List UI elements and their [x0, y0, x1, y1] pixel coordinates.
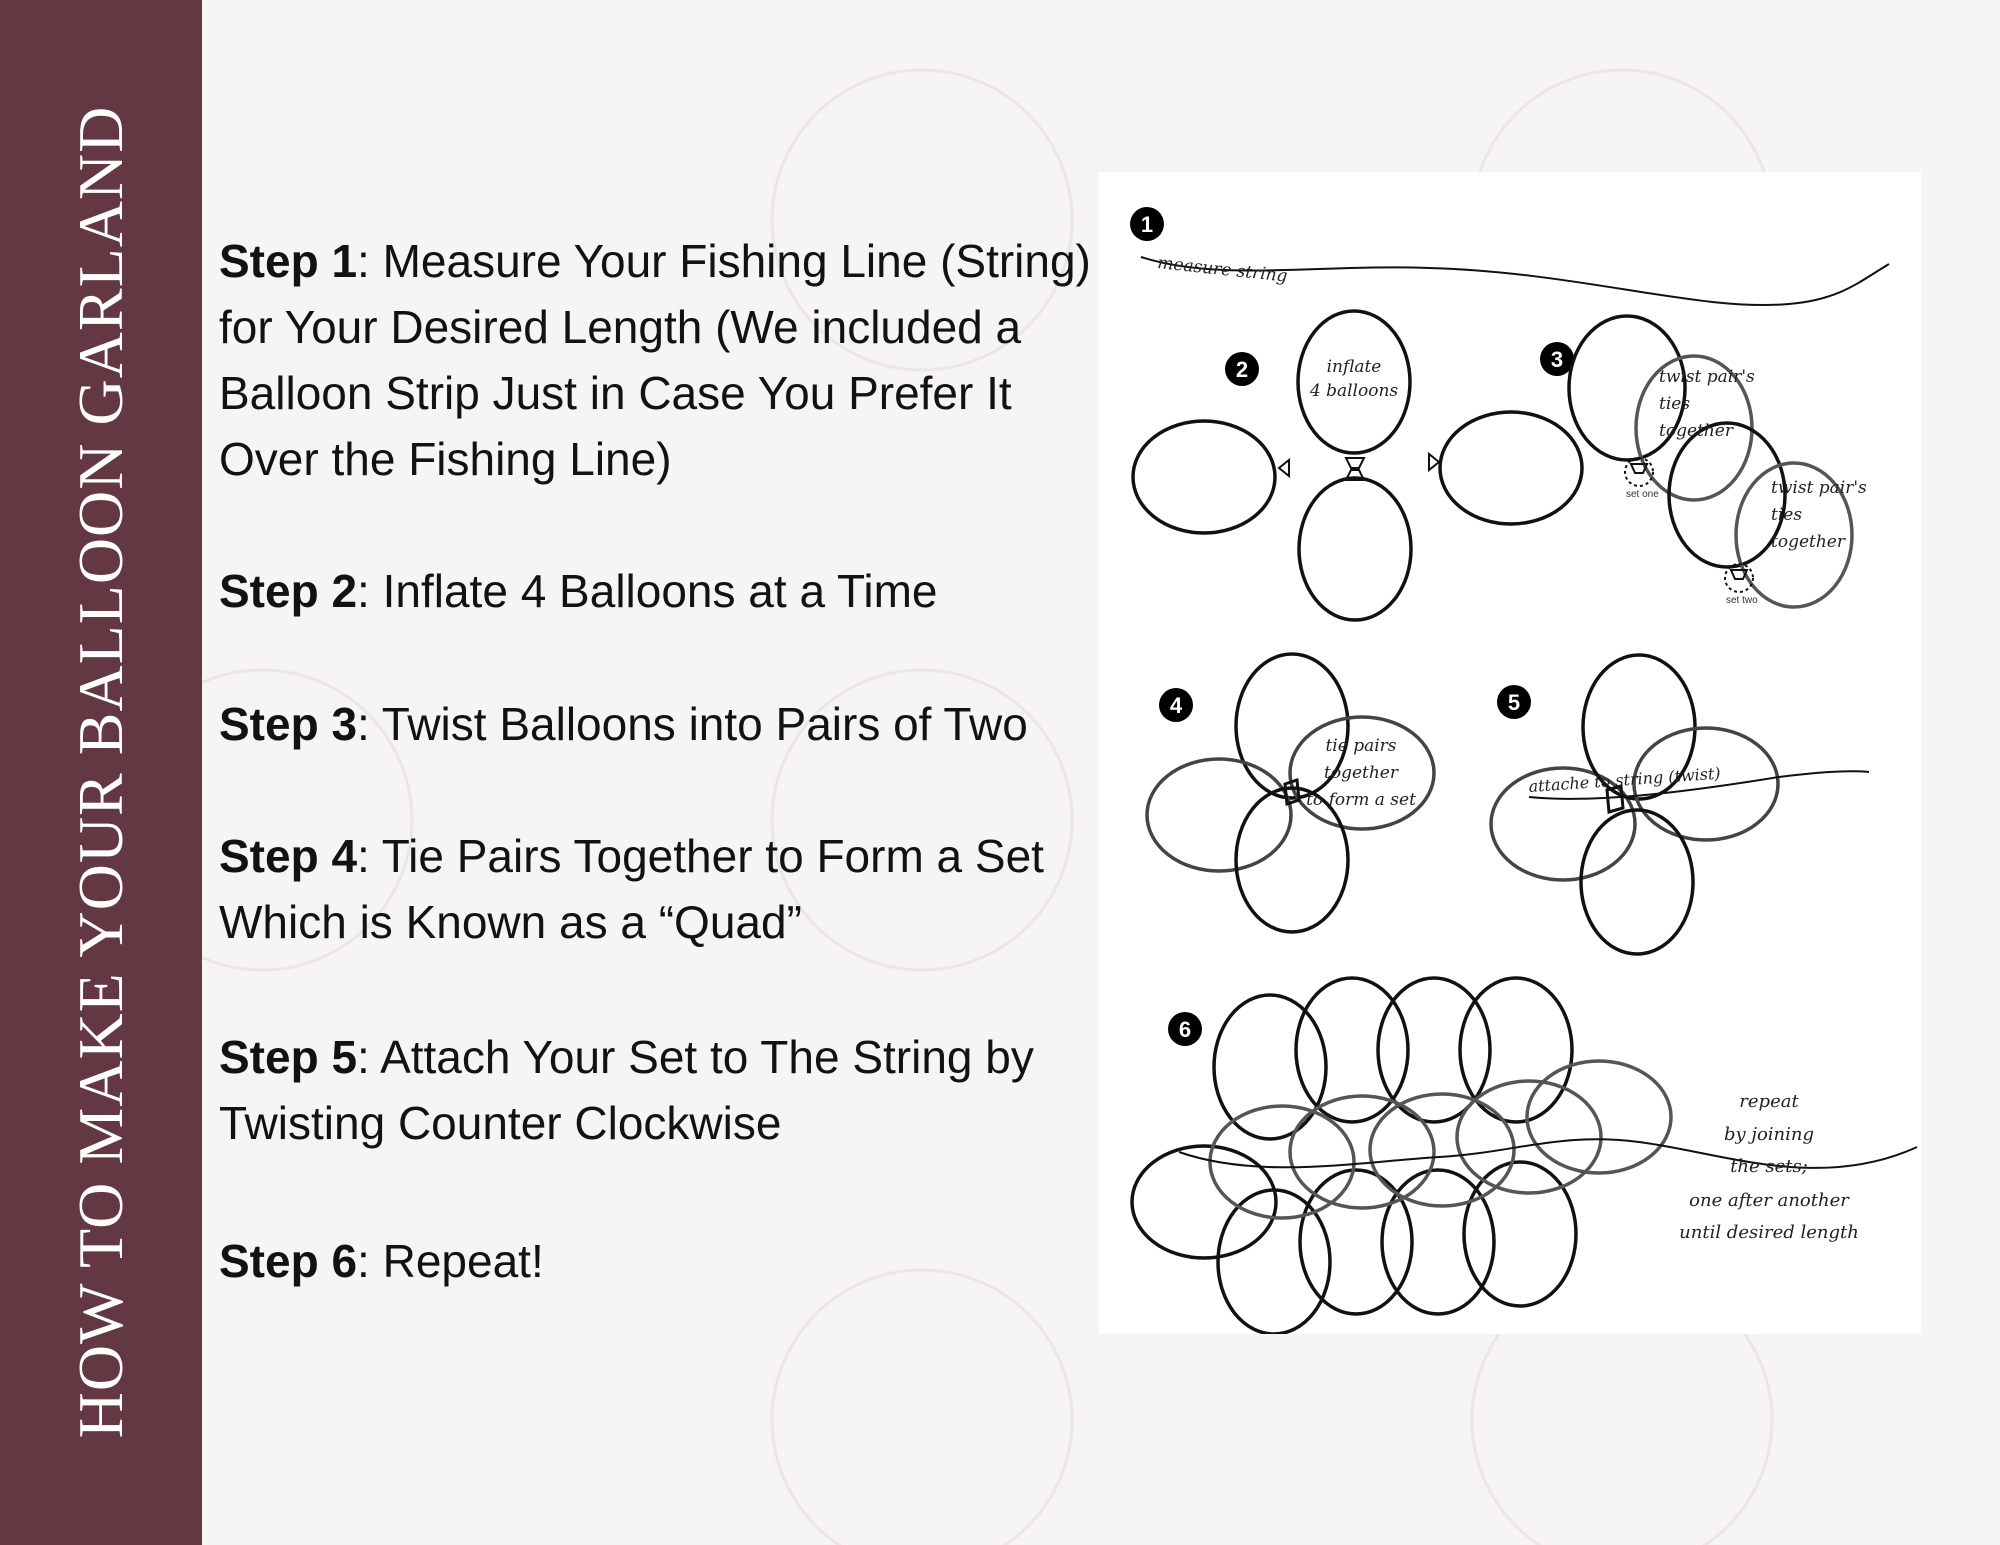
twist-label-2-line1: twist pair's — [1771, 478, 1867, 498]
step-3 — [219, 691, 1028, 757]
number-3: 3 — [1550, 347, 1564, 372]
balloon — [1382, 1170, 1494, 1314]
diagram-step-5 — [1491, 655, 1869, 954]
tie-label-line1: tie pairs — [1325, 736, 1397, 756]
step-2-label: Step 2 — [219, 565, 358, 617]
step-5-label: Step 5 — [219, 1031, 358, 1083]
step-4 — [219, 823, 1099, 955]
inflate-label-line2: 4 balloons — [1309, 381, 1399, 401]
diagram-step-1 — [1130, 207, 1889, 305]
diagram-step-4 — [1147, 654, 1434, 932]
twist-label-1-line2: ties — [1659, 394, 1691, 414]
step-3-text: : Twist Balloons into Pairs of Two — [357, 698, 1028, 750]
balloon — [1464, 1162, 1576, 1306]
balloon — [1290, 1096, 1434, 1208]
balloon — [1581, 810, 1693, 954]
diagram-step-3 — [1540, 316, 1867, 607]
inflate-label-line1: inflate — [1326, 357, 1382, 377]
repeat-label-line2: by joining — [1723, 1124, 1815, 1145]
repeat-label-line4: one after another — [1689, 1190, 1849, 1211]
diagram-step-2 — [1133, 311, 1582, 620]
balloon — [1669, 423, 1785, 567]
twist-label-1-line3: together — [1659, 421, 1733, 441]
balloon — [1527, 1061, 1671, 1173]
number-5: 5 — [1507, 690, 1521, 715]
repeat-label-line5: until desired length — [1679, 1222, 1859, 1243]
step-1 — [219, 228, 1099, 492]
number-1: 1 — [1140, 212, 1154, 237]
step-1-text: : Measure Your Fishing Line (String) for Your Desired Length (We included a Balloon Strip Just in Case You Prefer It Over the Fishing Line) — [219, 235, 1091, 485]
balloon — [1299, 478, 1411, 620]
repeat-label-line3: the sets; — [1730, 1156, 1808, 1177]
step-5-text: : Attach Your Set to The String by Twisting Counter Clockwise — [219, 1031, 1034, 1149]
tie-label-line3: to form a set — [1306, 790, 1416, 810]
instruction-diagram — [1099, 172, 1921, 1334]
diagram-step-6 — [1132, 978, 1917, 1334]
number-6: 6 — [1178, 1017, 1192, 1042]
sidebar-title: HOW TO MAKE YOUR BALLOON GARLAND — [65, 105, 136, 1439]
measure-string-label: measure string — [1156, 253, 1289, 287]
step-5 — [219, 1024, 1099, 1156]
set-one-label: set one — [1626, 489, 1659, 500]
attach-label: attache to string (twist) — [1527, 763, 1722, 796]
tie-label-line2: together — [1324, 763, 1398, 783]
step-6-label: Step 6 — [219, 1235, 358, 1287]
balloon — [1132, 1146, 1276, 1258]
step-2-text: : Inflate 4 Balloons at a Time — [357, 565, 938, 617]
balloon — [1370, 1094, 1514, 1206]
balloon — [1440, 412, 1582, 524]
balloon — [1457, 1081, 1601, 1193]
step-4-text: : Tie Pairs Together to Form a Set Which is Known as a “Quad” — [219, 830, 1044, 948]
step-6-text: : Repeat! — [357, 1235, 544, 1287]
balloon — [1133, 421, 1275, 533]
diagram-svg — [1099, 172, 1921, 1334]
balloon — [1147, 759, 1291, 871]
twist-label-2-line3: together — [1771, 532, 1845, 552]
step-2 — [219, 558, 937, 624]
sidebar — [0, 0, 202, 1545]
number-2: 2 — [1235, 357, 1249, 382]
balloon — [1214, 995, 1326, 1139]
balloon — [1210, 1106, 1354, 1218]
repeat-label-line1: repeat — [1739, 1091, 1799, 1112]
number-4: 4 — [1169, 693, 1183, 718]
step-3-label: Step 3 — [219, 698, 358, 750]
step-6 — [219, 1228, 544, 1294]
twist-label-2-line2: ties — [1771, 505, 1803, 525]
step-1-label: Step 1 — [219, 235, 358, 287]
set-two-label: set two — [1726, 595, 1758, 606]
step-4-label: Step 4 — [219, 830, 358, 882]
twist-label-1-line1: twist pair's — [1659, 367, 1755, 387]
